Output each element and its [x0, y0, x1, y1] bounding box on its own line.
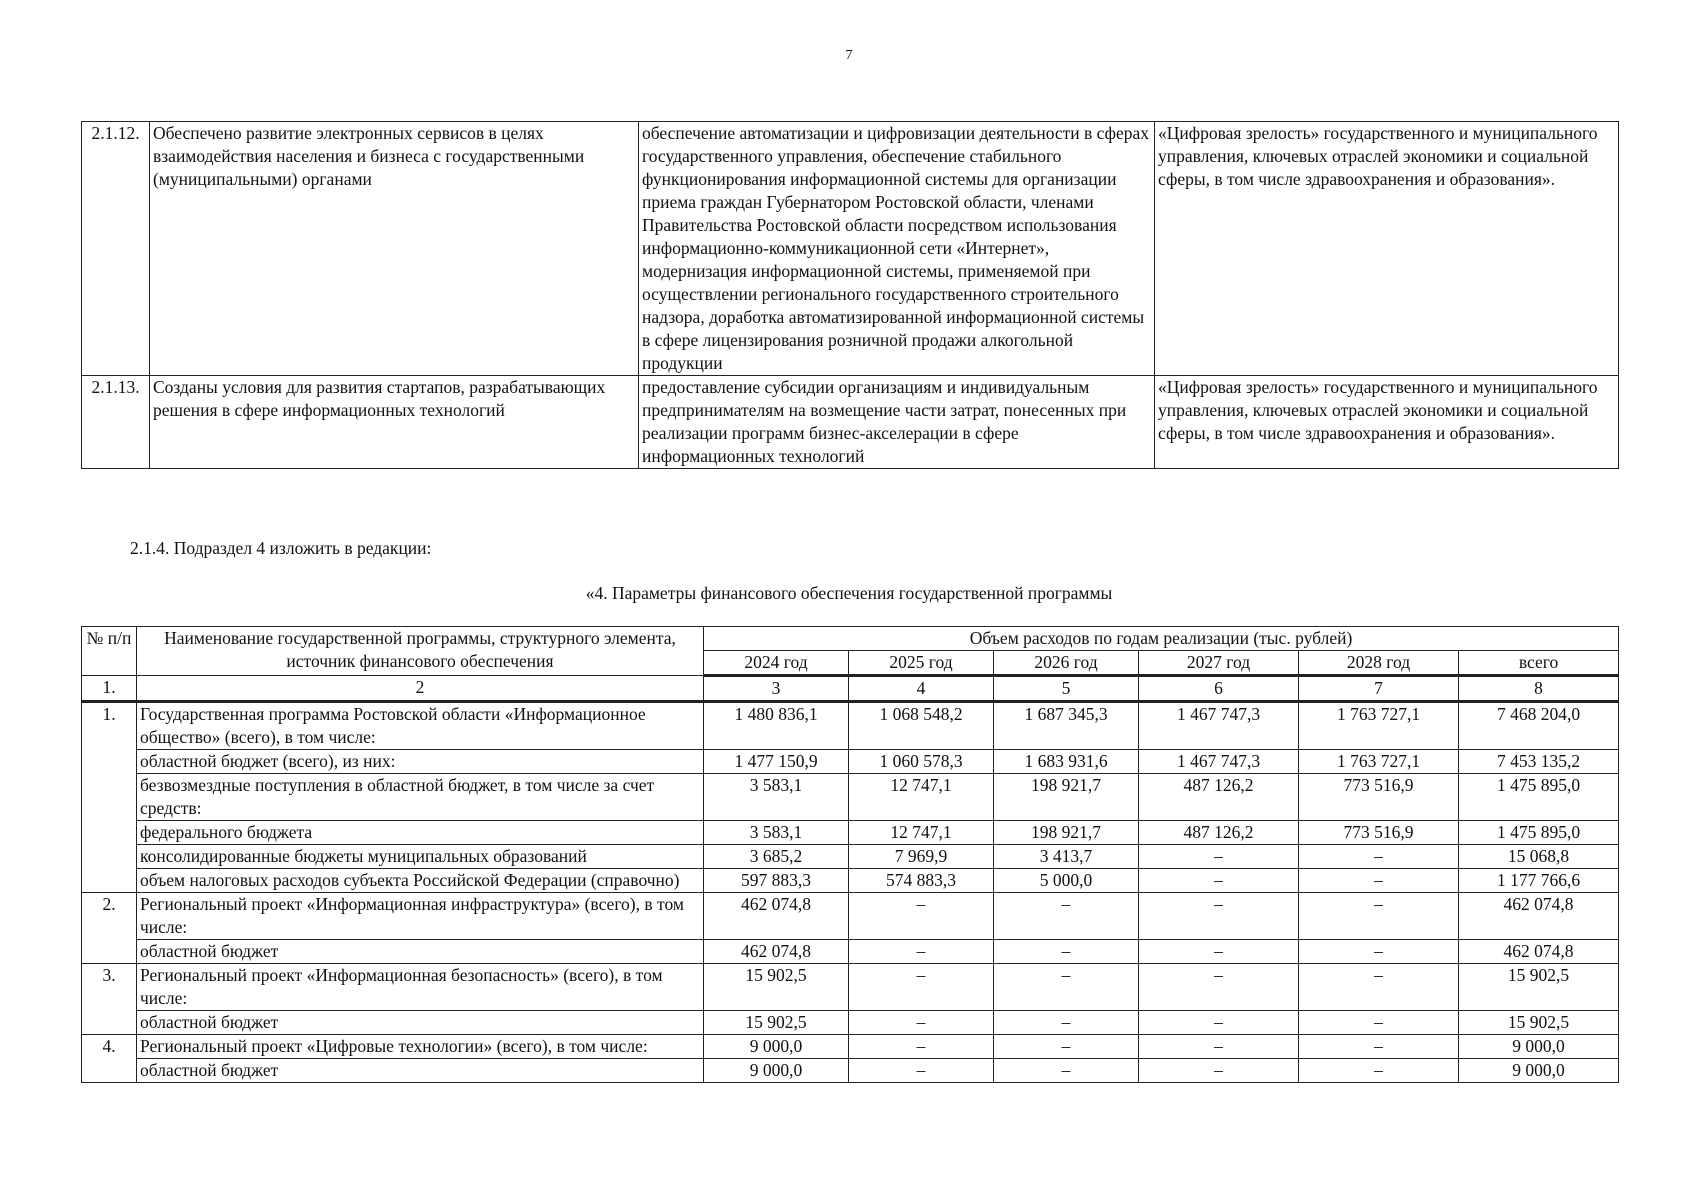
column-number: 2	[137, 676, 704, 702]
table-row	[82, 702, 1619, 750]
value-cell: –	[1299, 893, 1459, 940]
value-cell: 198 921,7	[994, 821, 1139, 845]
row-name: областной бюджет	[137, 1011, 704, 1035]
value-cell: 773 516,9	[1299, 774, 1459, 821]
value-cell: 462 074,8	[704, 893, 849, 940]
value-cell: 9 000,0	[1459, 1059, 1619, 1083]
table-row	[82, 821, 1619, 845]
row-name: областной бюджет	[137, 940, 704, 964]
value-cell: 12 747,1	[849, 774, 994, 821]
header-total: всего	[1459, 651, 1619, 676]
header-num: № п/п	[82, 627, 137, 676]
column-number: 5	[994, 676, 1139, 702]
value-cell: –	[849, 1035, 994, 1059]
value-cell: 198 921,7	[994, 774, 1139, 821]
value-cell: 773 516,9	[1299, 821, 1459, 845]
header-row	[82, 627, 1619, 651]
value-cell: 1 687 345,3	[994, 702, 1139, 750]
link-cell: «Цифровая зрелость» государственного и муниципального управления, ключевых отраслей экономики и социальной сферы, в том числе здравоохранения и образования».	[1155, 122, 1619, 376]
value-cell: –	[849, 1011, 994, 1035]
column-number: 4	[849, 676, 994, 702]
value-cell: –	[994, 940, 1139, 964]
row-name: федерального бюджета	[137, 821, 704, 845]
row-number: 3.	[82, 964, 137, 1035]
value-cell: 462 074,8	[1459, 893, 1619, 940]
link-cell: «Цифровая зрелость» государственного и муниципального управления, ключевых отраслей экономики и социальной сферы, в том числе здравоохранения и образования».	[1155, 376, 1619, 469]
row-name: консолидированные бюджеты муниципальных образований	[137, 845, 704, 869]
header-year: 2024 год	[704, 651, 849, 676]
row-name: Региональный проект «Информационная безопасность» (всего), в том числе:	[137, 964, 704, 1011]
row-name: Региональный проект «Цифровые технологии» (всего), в том числе:	[137, 1035, 704, 1059]
value-cell: –	[994, 1059, 1139, 1083]
header-year: 2028 год	[1299, 651, 1459, 676]
table-row	[82, 1035, 1619, 1059]
value-cell: 462 074,8	[1459, 940, 1619, 964]
header-year: 2026 год	[994, 651, 1139, 676]
value-cell: –	[1139, 1059, 1299, 1083]
value-cell: –	[994, 964, 1139, 1011]
value-cell: –	[994, 1011, 1139, 1035]
value-cell: 15 902,5	[1459, 1011, 1619, 1035]
table-row	[82, 1059, 1619, 1083]
result-cell: Обеспечено развитие электронных сервисов в целях взаимодействия населения и бизнеса с государственными (муниципальными) органами	[150, 122, 639, 376]
value-cell: 1 467 747,3	[1139, 750, 1299, 774]
value-cell: –	[1299, 845, 1459, 869]
value-cell: 1 477 150,9	[704, 750, 849, 774]
value-cell: –	[1139, 893, 1299, 940]
value-cell: 3 583,1	[704, 774, 849, 821]
page-number: 7	[845, 48, 853, 63]
value-cell: 1 177 766,6	[1459, 869, 1619, 893]
value-cell: 462 074,8	[704, 940, 849, 964]
table-row	[82, 1011, 1619, 1035]
table-row	[82, 376, 1619, 469]
row-name: областной бюджет	[137, 1059, 704, 1083]
value-cell: –	[849, 893, 994, 940]
value-cell: 15 902,5	[704, 964, 849, 1011]
row-name: Государственная программа Ростовской области «Информационное общество» (всего), в том числе:	[137, 702, 704, 750]
description-cell: обеспечение автоматизации и цифровизации деятельности в сферах государственного управления, обеспечение стабильного функционирования информационной системы для организации приема граждан Губернатором Ростовской области, членами Правительства Ростовской области посредством использования информационно-коммуникационной сети «Интернет», модернизация информационной системы, применяемой при осуществлении регионального государственного строительного надзора, доработка автоматизированной информационной системы в сфере лицензирования розничной продажи алкогольной продукции	[639, 122, 1155, 376]
value-cell: –	[994, 1035, 1139, 1059]
value-cell: –	[994, 893, 1139, 940]
value-cell: 9 000,0	[704, 1059, 849, 1083]
table-row	[82, 964, 1619, 1011]
value-cell: –	[1139, 1035, 1299, 1059]
column-number: 7	[1299, 676, 1459, 702]
row-name: безвозмездные поступления в областной бюджет, в том числе за счет средств:	[137, 774, 704, 821]
value-cell: 574 883,3	[849, 869, 994, 893]
row-name: Региональный проект «Информационная инфраструктура» (всего), в том числе:	[137, 893, 704, 940]
value-cell: –	[1139, 869, 1299, 893]
row-number: 2.1.13.	[82, 376, 150, 469]
table-row	[82, 940, 1619, 964]
table-row	[82, 869, 1619, 893]
table-row	[82, 893, 1619, 940]
value-cell: –	[1139, 1011, 1299, 1035]
table-row	[82, 845, 1619, 869]
value-cell: 9 000,0	[1459, 1035, 1619, 1059]
header-year: 2027 год	[1139, 651, 1299, 676]
value-cell: –	[1299, 869, 1459, 893]
value-cell: 1 475 895,0	[1459, 774, 1619, 821]
value-cell: –	[849, 940, 994, 964]
value-cell: –	[849, 1059, 994, 1083]
value-cell: 5 000,0	[994, 869, 1139, 893]
value-cell: 15 902,5	[1459, 964, 1619, 1011]
value-cell: 487 126,2	[1139, 821, 1299, 845]
row-number: 2.	[82, 893, 137, 964]
table-row	[82, 774, 1619, 821]
finance-table	[81, 626, 1619, 1083]
value-cell: –	[1139, 940, 1299, 964]
column-number: 6	[1139, 676, 1299, 702]
value-cell: 3 685,2	[704, 845, 849, 869]
value-cell: 7 453 135,2	[1459, 750, 1619, 774]
value-cell: 7 468 204,0	[1459, 702, 1619, 750]
value-cell: 15 902,5	[704, 1011, 849, 1035]
value-cell: 15 068,8	[1459, 845, 1619, 869]
value-cell: –	[1299, 1011, 1459, 1035]
value-cell: 12 747,1	[849, 821, 994, 845]
value-cell: –	[1139, 845, 1299, 869]
value-cell: –	[849, 964, 994, 1011]
paragraph-text: 2.1.4. Подраздел 4 изложить в редакции:	[130, 538, 432, 558]
value-cell: –	[1299, 940, 1459, 964]
column-number: 1.	[82, 676, 137, 702]
row-number: 1.	[82, 702, 137, 893]
value-cell: 3 583,1	[704, 821, 849, 845]
row-number: 2.1.12.	[82, 122, 150, 376]
column-numbers-row	[82, 676, 1619, 702]
value-cell: 1 480 836,1	[704, 702, 849, 750]
column-number: 8	[1459, 676, 1619, 702]
header-volume: Объем расходов по годам реализации (тыс. рублей)	[704, 627, 1619, 651]
value-cell: 597 883,3	[704, 869, 849, 893]
value-cell: 1 467 747,3	[1139, 702, 1299, 750]
value-cell: 1 475 895,0	[1459, 821, 1619, 845]
table-row	[82, 750, 1619, 774]
row-number: 4.	[82, 1035, 137, 1083]
column-number: 3	[704, 676, 849, 702]
header-year: 2025 год	[849, 651, 994, 676]
value-cell: 1 068 548,2	[849, 702, 994, 750]
value-cell: 1 060 578,3	[849, 750, 994, 774]
header-name: Наименование государственной программы, структурного элемента, источник финансового обеспечения	[137, 627, 704, 676]
result-cell: Созданы условия для развития стартапов, разрабатывающих решения в сфере информационных технологий	[150, 376, 639, 469]
value-cell: 7 969,9	[849, 845, 994, 869]
value-cell: –	[1299, 1059, 1459, 1083]
description-cell: предоставление субсидии организациям и индивидуальным предпринимателям на возмещение части затрат, понесенных при реализации программ бизнес-акселерации в сфере информационных технологий	[639, 376, 1155, 469]
section-title: «4. Параметры финансового обеспечения государственной программы	[585, 583, 1113, 603]
table-row	[82, 122, 1619, 376]
value-cell: 9 000,0	[704, 1035, 849, 1059]
value-cell: –	[1139, 964, 1299, 1011]
value-cell: –	[1299, 1035, 1459, 1059]
results-table	[81, 121, 1619, 469]
value-cell: 1 763 727,1	[1299, 750, 1459, 774]
value-cell: 487 126,2	[1139, 774, 1299, 821]
value-cell: 3 413,7	[994, 845, 1139, 869]
value-cell: –	[1299, 964, 1459, 1011]
row-name: областной бюджет (всего), из них:	[137, 750, 704, 774]
row-name: объем налоговых расходов субъекта Российской Федерации (справочно)	[137, 869, 704, 893]
value-cell: 1 763 727,1	[1299, 702, 1459, 750]
value-cell: 1 683 931,6	[994, 750, 1139, 774]
